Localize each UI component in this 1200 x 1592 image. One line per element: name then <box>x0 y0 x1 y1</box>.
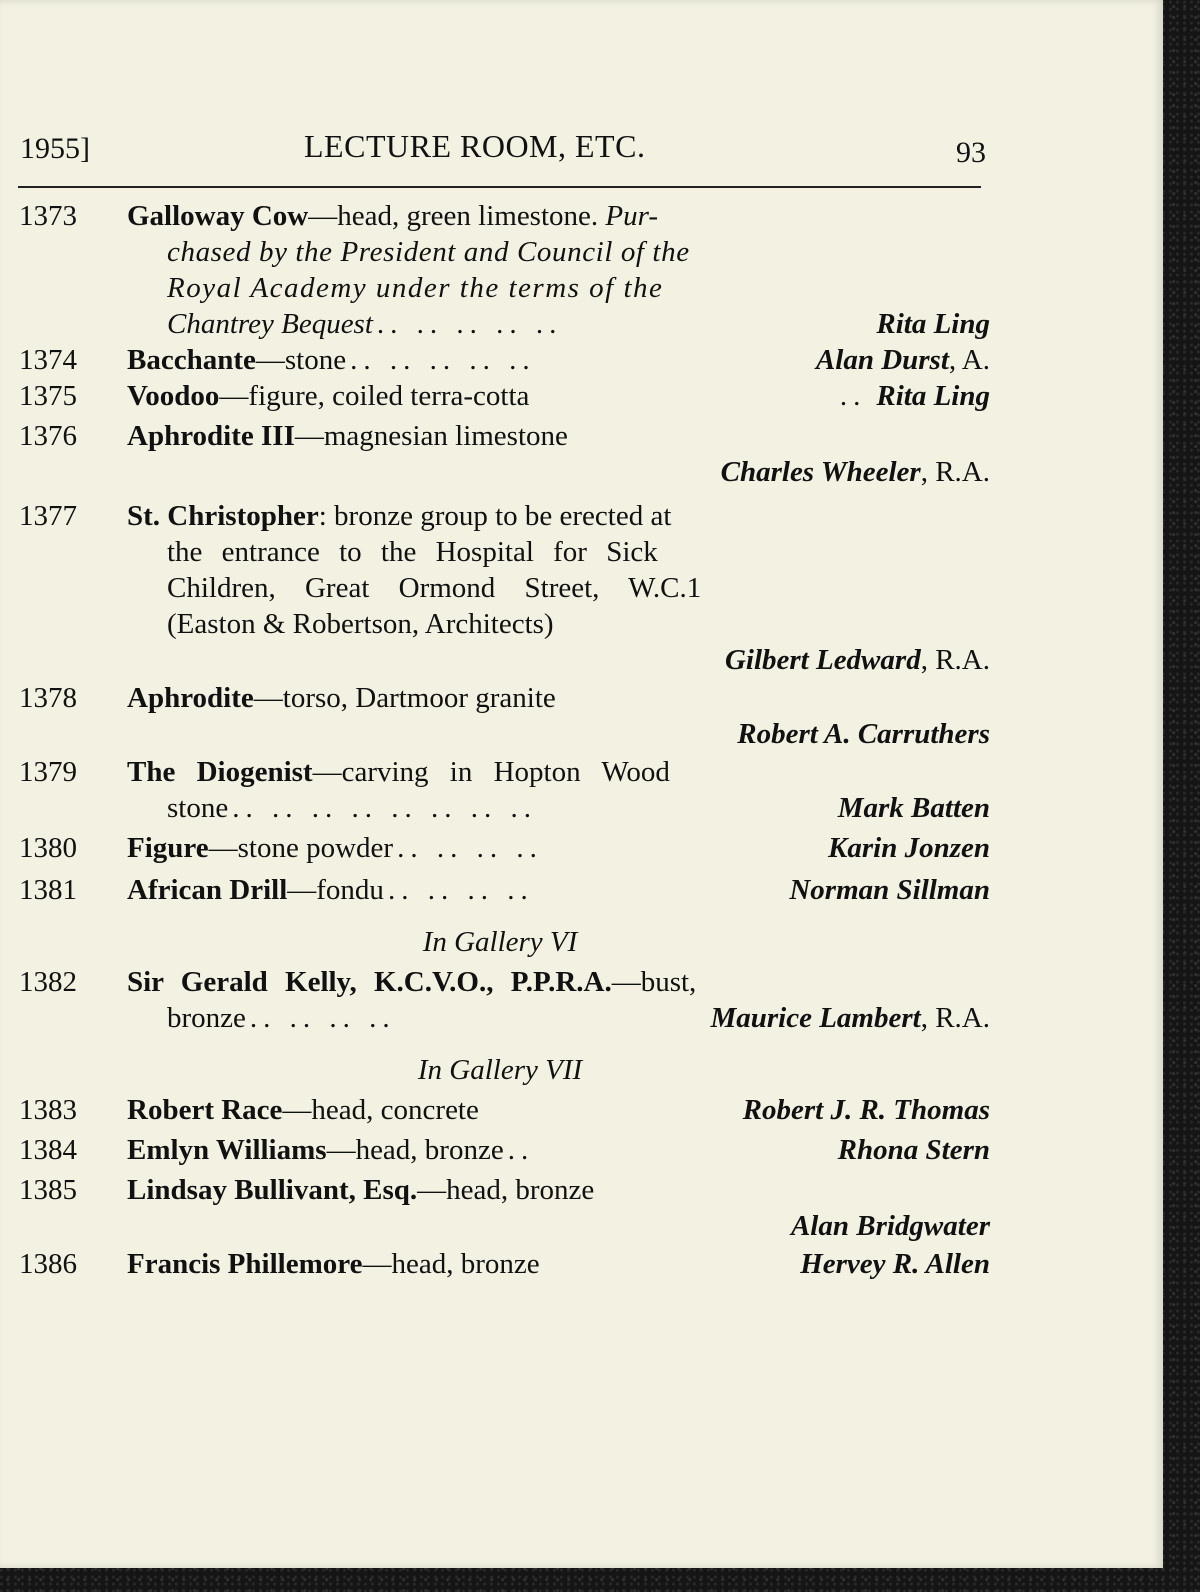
entry-artist <box>876 378 990 414</box>
entry-number: 1385 <box>19 1174 77 1206</box>
leader-dots: .. .. .. .. <box>249 1002 396 1034</box>
entry-description: —figure, coiled terra-cotta <box>219 380 530 412</box>
entry-continuation: chased by the President and Council of the <box>167 236 690 268</box>
entry-artist <box>737 716 990 752</box>
entry-continuation: Chantrey Bequest <box>167 308 373 340</box>
entry-number: 1382 <box>19 966 77 998</box>
catalogue-entry <box>0 830 990 866</box>
entry-description: —head, bronze <box>362 1248 540 1280</box>
leader-dots: .. .. .. .. <box>397 832 543 864</box>
entry-artist <box>789 872 990 908</box>
entry-artist <box>710 1000 990 1036</box>
entry-description: —carving in Hopton Wood <box>312 756 670 788</box>
entry-title: Aphrodite <box>127 682 254 714</box>
leader-dots: .. <box>839 380 867 412</box>
entry-artist <box>816 342 990 378</box>
catalogue-entry <box>0 1092 990 1128</box>
catalogue-entry <box>0 872 990 908</box>
artist-suffix: , R.A. <box>920 644 990 676</box>
entry-number: 1381 <box>19 874 77 906</box>
entry-number: 1373 <box>19 200 77 232</box>
artist-name: Robert J. R. Thomas <box>742 1094 990 1126</box>
artist-name: Rhona Stern <box>837 1134 990 1166</box>
entry-title: Sir Gerald Kelly, K.C.V.O., P.P.R.A. <box>127 966 612 998</box>
page-number: 93 <box>956 136 986 169</box>
gallery-heading: In Gallery VI <box>422 926 578 958</box>
entry-artist <box>828 830 990 866</box>
catalogue-entry <box>0 342 990 378</box>
entry-title: Lindsay Bullivant, Esq. <box>127 1174 418 1206</box>
artist-name: Hervey R. Allen <box>800 1248 990 1280</box>
header-year: 1955] <box>20 132 90 165</box>
entry-title: Francis Phillemore <box>127 1248 363 1280</box>
entry-title: Aphrodite III <box>127 420 295 452</box>
entry-artist <box>876 306 990 342</box>
entry-continuation: Royal Academy under the terms of the <box>167 272 664 304</box>
artist-name: Maurice Lambert <box>710 1002 921 1034</box>
entry-artist <box>800 1246 990 1282</box>
catalogue-entry <box>0 418 990 490</box>
entry-number: 1386 <box>19 1248 77 1280</box>
leader-dots: .. .. .. .. .. <box>376 308 563 340</box>
catalogue-entry <box>0 1246 990 1282</box>
entry-title: The Diogenist <box>127 756 313 788</box>
catalogue-entry <box>0 1132 990 1168</box>
entry-title: Voodoo <box>127 380 220 412</box>
artist-name: Charles Wheeler <box>720 456 921 488</box>
entry-continuation: (Easton & Robertson, Architects) <box>167 608 554 640</box>
entry-continuation: stone <box>167 792 229 824</box>
artist-name: Mark Batten <box>837 792 990 824</box>
header-rule <box>18 186 981 188</box>
entry-number: 1380 <box>19 832 77 864</box>
entry-artist <box>743 1092 990 1128</box>
gallery-heading: In Gallery VII <box>417 1054 583 1086</box>
catalogue-entry <box>0 1172 990 1244</box>
artist-name: Alan Durst <box>815 344 949 376</box>
entry-description: —stone powder <box>208 832 394 864</box>
entry-title: Figure <box>127 832 209 864</box>
entry-number: 1374 <box>19 344 77 376</box>
leader-dots: .. .. .. .. .. <box>350 344 536 376</box>
entry-description: —head, bronze <box>417 1174 595 1206</box>
catalogue-entry <box>0 378 990 414</box>
entry-title: African Drill <box>127 874 288 906</box>
entry-artist <box>838 1132 990 1168</box>
leader-dots: .. .. .. .. <box>387 874 534 906</box>
entry-description: —fondu <box>287 874 384 906</box>
artist-suffix: , R.A. <box>920 1002 990 1034</box>
entry-artist <box>838 790 990 826</box>
leader-dots: .. .. .. .. .. .. .. .. <box>232 792 537 824</box>
entry-description: —head, bronze <box>326 1134 504 1166</box>
entry-description: —magnesian limestone <box>294 420 568 452</box>
entry-title: Bacchante <box>127 344 256 376</box>
entry-continuation: bronze <box>167 1002 246 1034</box>
entry-number: 1376 <box>19 420 77 452</box>
entry-description: —head, green limestone. <box>308 200 599 232</box>
entry-number: 1377 <box>19 500 77 532</box>
catalogue-entries <box>0 198 1000 1282</box>
entry-description: —stone <box>255 344 347 376</box>
artist-name: Robert A. Carruthers <box>737 718 990 750</box>
entry-number: 1379 <box>19 756 77 788</box>
entry-artist <box>725 642 990 678</box>
artist-name: Rita Ling <box>876 308 990 340</box>
entry-continuation: the entrance to the Hospital for Sick <box>167 536 658 568</box>
artist-suffix: , R.A. <box>920 456 990 488</box>
artist-name: Rita Ling <box>876 380 990 412</box>
entry-number: 1383 <box>19 1094 77 1126</box>
entry-description: —head, concrete <box>282 1094 479 1126</box>
catalogue-entry <box>0 964 990 1036</box>
entry-description-italic: Pur- <box>605 200 658 232</box>
entry-title: Emlyn Williams <box>127 1134 327 1166</box>
entry-number: 1384 <box>19 1134 77 1166</box>
entry-artist <box>791 1208 990 1244</box>
catalogue-entry <box>0 498 990 678</box>
entry-title: Galloway Cow <box>127 200 309 232</box>
entry-title: St. Christopher <box>127 500 319 532</box>
catalogue-entry <box>0 754 990 826</box>
entry-description: —torso, Dartmoor granite <box>253 682 556 714</box>
header-title: LECTURE ROOM, ETC. <box>304 128 646 164</box>
entry-title: Robert Race <box>127 1094 283 1126</box>
artist-name: Gilbert Ledward <box>724 644 921 676</box>
entry-number: 1378 <box>19 682 77 714</box>
entry-description: : bronze group to be erected at <box>318 500 672 532</box>
running-header <box>20 128 986 170</box>
artist-name: Karin Jonzen <box>828 832 990 864</box>
artist-name: Norman Sillman <box>789 874 990 906</box>
catalogue-entry <box>0 198 990 342</box>
artist-suffix: , A. <box>948 344 990 376</box>
catalogue-entry <box>0 680 990 752</box>
entry-description: —bust, <box>611 966 697 998</box>
leader-dots: .. <box>507 1134 535 1166</box>
entry-number: 1375 <box>19 380 77 412</box>
artist-name: Alan Bridgwater <box>790 1210 990 1242</box>
entry-artist <box>721 454 990 490</box>
entry-continuation: Children, Great Ormond Street, W.C.1 <box>167 572 702 604</box>
